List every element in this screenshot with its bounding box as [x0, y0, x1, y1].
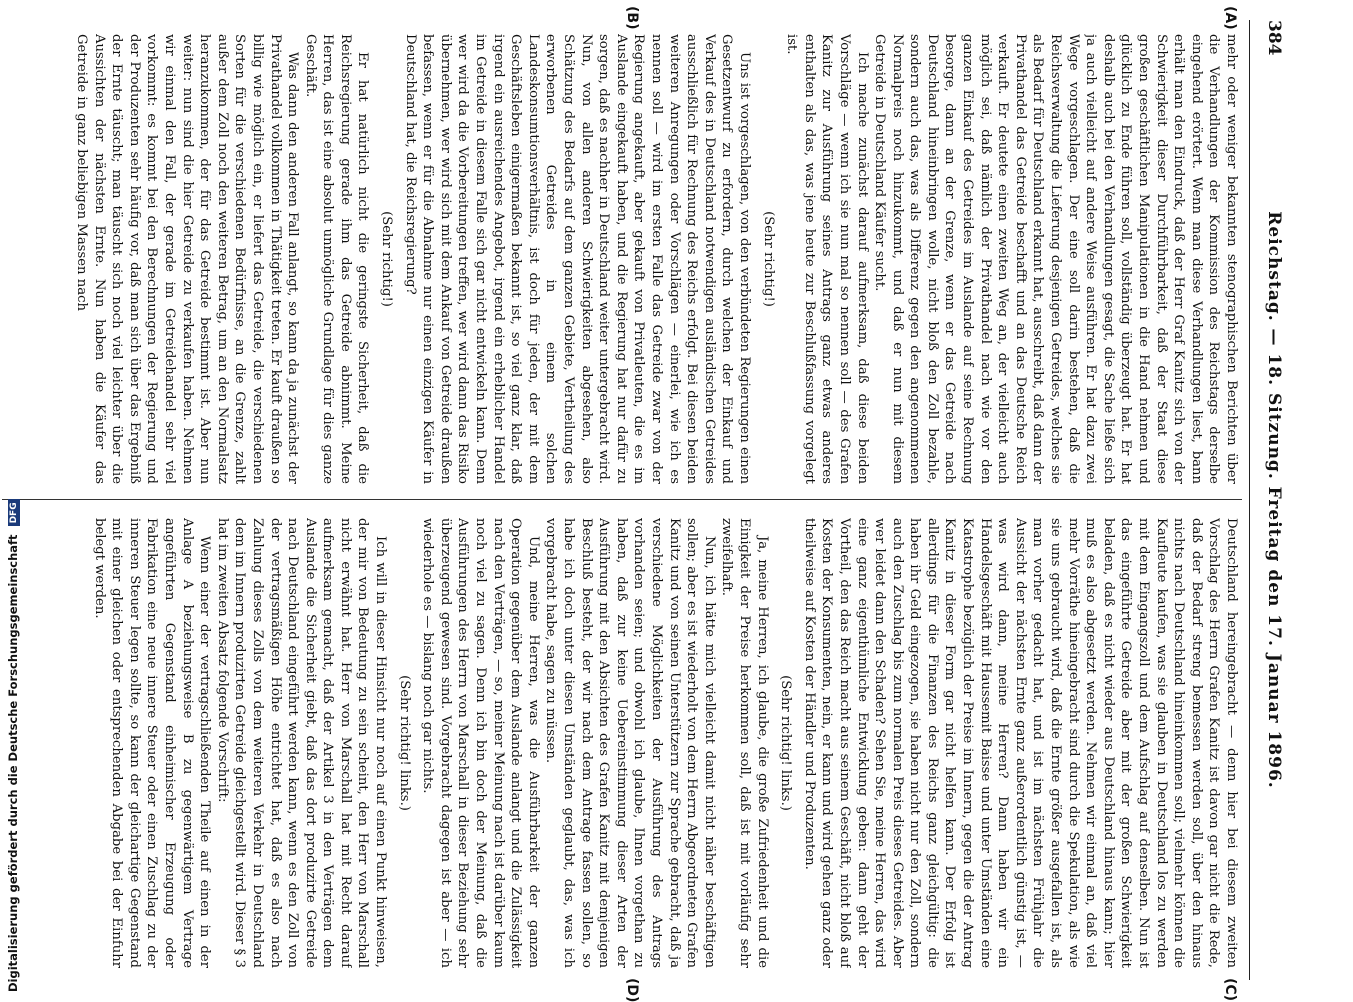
- paragraph: Uns ist vorgeschlagen, von den verbündeten Regierungen einen Gesetzentwurf zu erfordern, durch welchen der Einkauf und Verkauf des in Deutschland notwendigen ausländischen Getreides ausschließlich für Rechnung des Reichs erfolgt. Bei diesen beiden weiteren Anregungen oder Vorschlägen — einerlei, wie ich es nennen soll — wird im ersten Falle das Getreide zwar von der Regierung angekauft, aber gekauft von Privatleuten, die es im Auslande eingekauft haben, und die Regierung hat nur dafür zu sorgen, daß es nachher in Deutschland weiter untergebracht wird. Nun, von allen anderen Schwierigkeiten abgesehen, also Schätzung des Bedarfs auf dem ganzen Gebiete, Vertheilung des erworbenen Getreides in einem solchen Landeskonsumtionsverhältnis, ist doch für jeden, der mit dem Geschäftsleben einigermaßen bekannt ist, so viel ganz klar, daß irgend ein ausreichendes Angebot, irgend ein erheblicher Handel im Getreide in diesem Falle sich gar nicht entwickeln kann. Denn wer wird da die Vorbereitungen treffen, wer wird dann das Risiko übernehmen, wer wird sich mit dem Ankauf von Getreide draußen befassen, wenn er für die Abnahme nur einen einzigen Käufer in Deutschland hat, die Reichsregierung?: [402, 34, 752, 484]
- page-number: 384: [1264, 20, 1284, 56]
- paragraph: Ich mache zunächst darauf aufmerksam, daß diese beiden Vorschläge — wenn ich sie nun mal so nennen soll — des Grafen Kanitz zur Ausführung seines Antrags ganz etwas anderes enthalten als das, was jene heute zur Beschlußfassung vorgelegt ist.: [784, 34, 870, 484]
- paragraph: Was dann den anderen Fall anlangt, so kann da ja zunächst der Privathandel vollkommen in Thätigkeit treten. Er kauft draußen so billig wie möglich ein, er liefert das Getreide, die verschiedenen Sorten für die verschiedenen Bedürfnisse, an die Grenze, zahlt außer dem Zoll noch den weiteren Betrag, um an den Normalsatz heranzukommen, der für das Getreide bestimmt ist. Aber nun weiter: nun sind die hier Getreide zu verkaufen haben. Nehmen wir einmal den Fall, der gerade im Getreidehandel sehr viel vorkommt: es kommt bei den Berechnungen der Regierung und der Produzenten sehr häufig vor, daß man sich über das Ergebniß der Ernte täuscht; man täuscht sich noch viel leichter über die Aussichten der nächsten Ernte. Nun haben die Käufer das Getreide in ganz beliebigen Massen nach: [74, 34, 301, 484]
- column-divider: [2, 499, 1242, 500]
- dfg-logo: DFG: [8, 499, 20, 526]
- margin-mark-d: (D): [624, 978, 640, 1002]
- paragraph: Deutschland hereingebracht — denn hier bei diesem zweiten Vorschlag des Herrn Grafen Kanitz ist davon gar nicht die Rede, daß der Bedarf streng bemessen werden soll, über den hinaus nichts nach Deutschland hineinkommen soll; vielmehr können die Kaufleute kaufen, was sie glauben in Deutschland los zu werden mit dem Eingangszoll und dem Aufschlag auf denselben. Nun ist das eingeführte Getreide aber mit der großen Schwierigkeit beladen, daß es nicht wieder aus Deutschland hinaus kann; hier muß es also abgesetzt werden. Nehmen wir einmal an, daß viel mehr Vorräthe hineingebracht sind durch die Spekulation, als wie sie uns gebraucht wird, daß die Ernte größer ausgefallen ist, als man vorher gedacht hat, und ist im nächsten Frühjahr die Aussicht der nächsten Ernte ganz außerordentlich günstig ist, — was wird dann, meine Herren? Dann haben wir ein Handelsgeschäft mit Haussemit Baisse und unter Umständen eine Katastrophe bezüglich der Preise im Innern, gegen die der Antrag Kanitz in dieser Form gar nicht helfen kann. Der Erfolg ist allerdings für die Finanzen des Reichs ganz gleichgültig: die haben ihr Geld eingezogen, sie haben nicht nur den Zoll, sondern auch den Zuschlag bis zum normalen Preis dieses Getreides. Aber wer leidet dann den Schaden? Sehen Sie, meine Herren, das wird eine ganz eigenthümliche Entwicklung geben: dann geht der Vortheil, den das Reich macht aus seinem Geschäft, nicht bloß auf Kosten der Konsumenten, nein, er kann und wird gehen ganz oder theilweise auf Kosten der Händler und Produzenten.: [801, 518, 1239, 968]
- right-column: [5, 518, 1240, 968]
- interjection: (Sehr richtig! links.): [778, 675, 794, 811]
- footer-text: [6, 502, 24, 992]
- paragraph: Ich will in dieser Hinsicht nur noch auf einen Punkt hinweisen, der mir von Bedeutung zu sein scheint, den Herr von Marschall nicht erwähnt hat. Herr von Marschall hat mit Recht darauf aufmerksam gemacht, daß der Artikel 3 in den Verträgen dem Auslande die Sicherheit giebt, daß das dort produzirte Getreide nach Deutschland eingeführt werden kann, wenn es den Zoll von der vertragsmäßigen Höhe entrichtet hat, daß es also nach Zahlung dieses Zolls von dem weiteren Verkehr in Deutschland dem im Innern produzirten Getreide gleichgestellt wird. Dieser § 3 hat im zweiten Absatz folgende Vorschrift:: [214, 518, 389, 968]
- interjection: (Sehr richtig! links.): [396, 675, 412, 811]
- paragraph: Ja, meine Herren, ich glaube, die große Zufriedenheit und die Einigkeit der Preise herkommen soll, daß ist mit vorläufig sehr zweifelhaft.: [719, 518, 770, 968]
- left-column: [5, 34, 1240, 484]
- footer: [6, 502, 24, 992]
- header-rule: [1249, 20, 1250, 980]
- session-title: Reichstag. — 18. Sitzung. Freitag den 17. Januar 1896.: [1264, 211, 1284, 789]
- paragraph: Und, meine Herren, was die Ausführbarkeit der ganzen Operation gegenüber dem Auslande anlangt und die Zulässigkeit nach den Verträgen, — so, meiner Meinung nach ist darüber kaum noch viel zu sagen. Denn ich bin doch der Meinung, daß die Ausführungen des Herrn von Marschall in dieser Beziehung sehr überzeugend gewesen sind. Vorgebracht dagegen ist aber — ich wiederhole es — bislang noch gar nichts.: [420, 518, 541, 968]
- margin-mark-c: (C): [1222, 978, 1238, 1002]
- page-header: [1256, 20, 1290, 980]
- interjection: (Sehr richtig!): [760, 211, 776, 307]
- interjection: (Sehr richtig!): [379, 211, 395, 307]
- paragraph: mehr oder weniger bekannten stenographischen Berichten über die Verhandlungen der Kommission des Reichstags derselbe eingehend erörtert. Wenn man diese Verhandlungen liest, bann erhält man den Eindruck, daß der Herr Graf Kanitz sich von der Schwierigkeit dieser Durchführbarkeit, daß der Staat diese großen geschäftlichen Manipulationen in die Hand nehmen und glücklich zu Ende führen soll, vollständig überzeugt hat. Er hat deshalb auch bei den Verhandlungen gesagt, die Sache ließe sich ja auch vielleicht auf andere Weise ausführen. Er hat dazu zwei Wege vorgeschlagen. Der eine soll darin bestehen, daß die Reichsverwaltung die Lieferung desjenigen Getreides, welches sie als Bedarf für Deutschland erkannt hat, ausschreibt, daß dann der Privathandel das Getreide beschafft und an das Deutsche Reich verkauft. Er deutete einen zweiten Weg an, der vielleicht auch möglich sei, daß nämlich der Privathandel nach wie vor den ganzen Einkauf des Getreides im Auslande auf seine Rechnung besorge, dann an der Grenze, wenn er das Getreide nach Deutschland hineinbringen wolle, nicht bloß den Zoll bezahle, sondern auch das, was als Differenz gegen den angenommenen Normalpreis noch hinzukommt, und daß er nun mit diesem Getreide in Deutschland Käufer sucht.: [872, 34, 1239, 484]
- digitization-note: Digitalisierung gefördert durch die Deutsche Forschungsgemeinschaft: [6, 534, 20, 992]
- quoted-provision: Wenn einer der vertragschließenden Theile auf einen in der Anlage A beziehungsweise B zu gegenwärtigem Vertrage angeführten Gegenstand einheimischer Erzeugung oder Fabrikation eine neue innere Steuer oder einen Zuschlag zu der inneren Steuer legen sollte, so kann der gleichartige Gegenstand mit einer gleichen oder entsprechenden Abgabe bei der Einfuhr belegt werden.: [91, 518, 213, 968]
- margin-mark-b: (B): [624, 6, 640, 30]
- margin-mark-a: (A): [1222, 6, 1238, 30]
- paragraph: Er hat natürlich nicht die geringste Sicherheit, daß die Reichsregierung gerade ihm das Getreide abnimmt. Meine Herren, das ist eine absolut unmögliche Grundlage für dies ganze Geschäft.: [302, 34, 371, 484]
- paragraph: Nun, ich hätte mich vielleicht damit nicht näher beschäftigen sollen; aber es ist wiederholt von dem Herrn Abgeordneten Grafen Kanitz und von seinen Unterstützern zur Sprache gebracht, daß ja verschiedene Möglichkeiten der Ausführung des Antrags vorhanden seien; und obwohl ich glaube, Ihnen vorgethan zu haben, daß zur keine Uebereinstimmung dieser Arten der Ausführung mit den Absichten des Grafen Kanitz mit demjenigen Beschluß besteht, der wir nach dem Antrage fassen sollen, so habe ich doch unter diesen Umständen geglaubt, das, was ich vorgebracht habe, sagen zu müssen.: [543, 518, 717, 968]
